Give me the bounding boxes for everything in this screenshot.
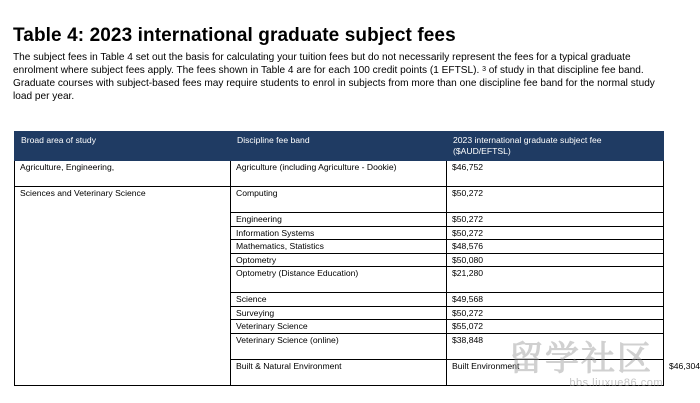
intro-text-part-1: The subject fees in Table 4 set out the basis for calculating your tuition fees but do not necessarily represent the fees for a typical graduate enrolment where subject fees apply. The fees shown in Table 4 are for each 100 credit points (1 EFTSL). <box>13 52 631 76</box>
cell-band: Engineering <box>231 213 447 227</box>
cell-fee: $50,080 <box>447 253 664 267</box>
table-row: Built & Natural Environment Built Environment $46,304 <box>15 359 664 385</box>
watermark-url: bbs.liuxue86.com <box>569 377 663 389</box>
watermark-logo: 留学社区 <box>509 339 653 379</box>
cell-fee: $38,848 <box>447 333 664 359</box>
cell-area: Agriculture, Engineering, <box>15 161 231 187</box>
cell-fee: $49,568 <box>447 293 664 307</box>
cell-band: Veterinary Science <box>231 320 447 334</box>
header-discipline-band: Discipline fee band <box>231 132 447 161</box>
cell-band: Mathematics, Statistics <box>231 240 447 254</box>
cell-band: Built Environment <box>447 359 664 385</box>
cell-fee: $55,072 <box>447 320 664 334</box>
cell-area: Built & Natural Environment <box>231 359 447 385</box>
cell-area: Sciences and Veterinary Science <box>15 187 231 386</box>
intro-paragraph <box>13 51 673 103</box>
cell-band: Surveying <box>231 306 447 320</box>
cell-fee: $50,272 <box>447 213 664 227</box>
page-title: Table 4: 2023 international graduate subject fees <box>13 25 456 46</box>
cell-band: Information Systems <box>231 226 447 240</box>
cell-fee: $21,280 <box>447 267 664 293</box>
cell-band: Science <box>231 293 447 307</box>
table-row <box>15 161 664 187</box>
table-row <box>15 187 664 213</box>
cell-fee: $50,272 <box>447 306 664 320</box>
cell-band: Optometry <box>231 253 447 267</box>
cell-band: Computing <box>231 187 447 213</box>
header-fee <box>447 132 664 161</box>
header-row <box>15 132 664 161</box>
cell-fee: $48,576 <box>447 240 664 254</box>
watermark <box>511 331 671 389</box>
cell-band: Agriculture (including Agriculture - Dookie) <box>231 161 447 187</box>
cell-band: Optometry (Distance Education) <box>231 267 447 293</box>
header-fee-line-2: ($AUD/EFTSL) <box>453 146 511 156</box>
cell-fee: $50,272 <box>447 187 664 213</box>
footnote-ref[interactable]: 3 <box>482 66 486 73</box>
cell-band: Veterinary Science (online) <box>231 333 447 359</box>
header-fee-line-1: 2023 international graduate subject fee <box>453 135 602 145</box>
intro-text-part-2: of study in that discipline fee band. Graduate courses with subject-based fees may require students to enrol in subjects from more than one discipline fee band for the normal study load per year. <box>13 65 655 102</box>
cell-fee: $50,272 <box>447 226 664 240</box>
header-broad-area: Broad area of study <box>15 132 231 161</box>
cell-fee: $46,752 <box>447 161 664 187</box>
